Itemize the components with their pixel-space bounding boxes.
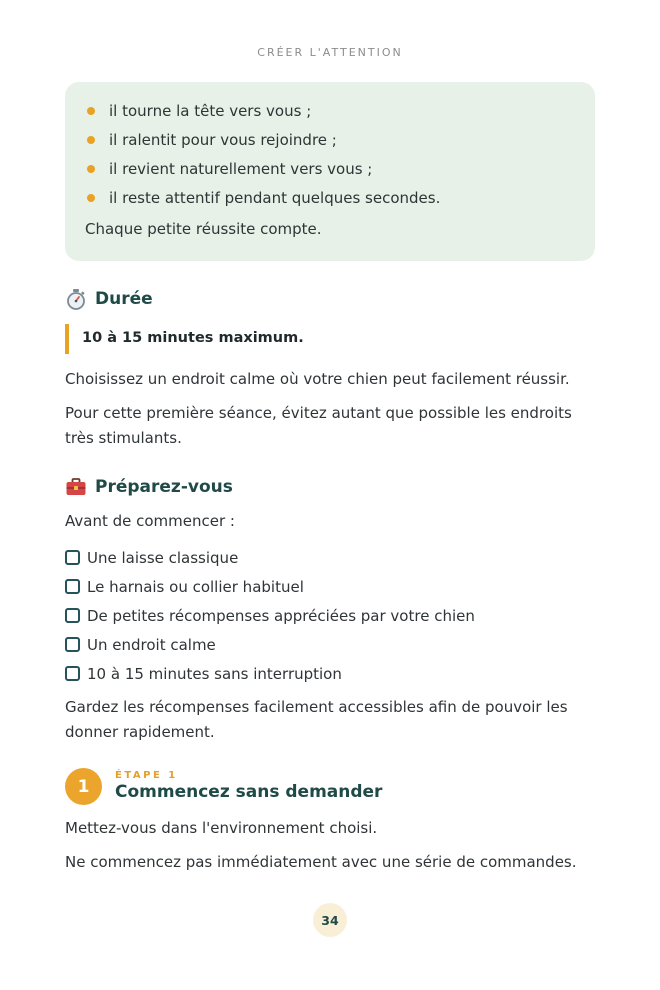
duration-highlight: 10 à 15 minutes maximum. (65, 324, 589, 354)
bullet-icon (87, 194, 95, 202)
stopwatch-icon (65, 288, 87, 310)
paragraph: Avant de commencer : (65, 512, 235, 530)
callout-note: Chaque petite réussite compte. (85, 220, 322, 238)
list-item: il reste attentif pendant quelques secondes. (85, 187, 440, 216)
checklist-item: Une laisse classique (65, 543, 475, 572)
list-item: il tourne la tête vers vous ; (85, 100, 440, 129)
checklist (65, 543, 475, 688)
bullet-icon (87, 165, 95, 173)
callout-box (65, 82, 595, 261)
checklist-item: Un endroit calme (65, 630, 475, 659)
step-kicker: ÉTAPE 1 (115, 770, 178, 781)
checkbox-icon[interactable] (65, 637, 80, 652)
duration-heading: Durée (65, 288, 153, 310)
toolbox-icon (65, 476, 87, 498)
paragraph: Choisissez un endroit calme où votre chien peut facilement réussir. (65, 370, 570, 388)
page-number: 34 (313, 903, 347, 937)
list-item: il ralentit pour vous rejoindre ; (85, 129, 440, 158)
checkbox-icon[interactable] (65, 579, 80, 594)
running-header: CRÉER L'ATTENTION (257, 46, 403, 59)
paragraph: Ne commencez pas immédiatement avec une série de commandes. (65, 853, 577, 871)
list-item: il revient naturellement vers vous ; (85, 158, 440, 187)
checkbox-icon[interactable] (65, 666, 80, 681)
checklist-item: De petites récompenses appréciées par votre chien (65, 601, 475, 630)
step-title: Commencez sans demander (115, 782, 383, 802)
checkbox-icon[interactable] (65, 550, 80, 565)
paragraph: Mettez-vous dans l'environnement choisi. (65, 819, 378, 837)
checklist-item: Le harnais ou collier habituel (65, 572, 475, 601)
step-number-badge: 1 (65, 768, 102, 805)
prepare-heading: Préparez-vous (65, 476, 233, 498)
bullet-icon (87, 107, 95, 115)
callout-list (85, 100, 440, 216)
paragraph: Gardez les récompenses facilement accessibles afin de pouvoir les donner rapidement. (65, 698, 568, 741)
paragraph: Pour cette première séance, évitez autant que possible les endroits très stimulants. (65, 404, 572, 447)
bullet-icon (87, 136, 95, 144)
checkbox-icon[interactable] (65, 608, 80, 623)
checklist-item: 10 à 15 minutes sans interruption (65, 659, 475, 688)
